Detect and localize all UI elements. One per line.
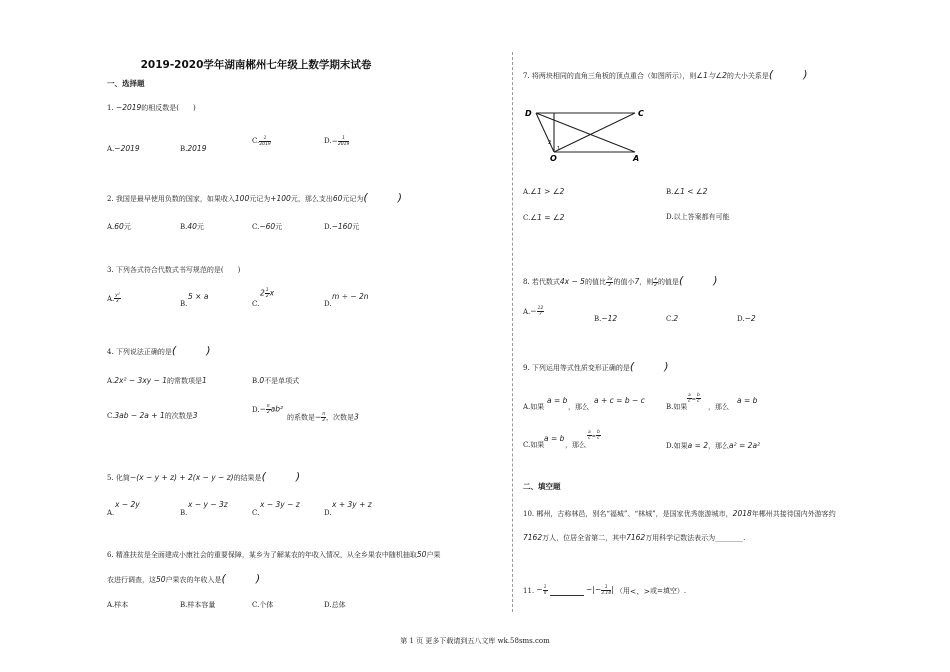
q7-option-c[interactable]: C.∠1 = ∠2	[523, 213, 565, 222]
q9-option-c-expr: a = b	[544, 434, 565, 443]
q9-option-b-expr: $\frac{a}{c}$ = $\frac{b}{c}$	[688, 393, 700, 404]
q2-option-c[interactable]: C.−60元	[252, 222, 283, 231]
q9-option-b-result: a = b	[737, 396, 758, 405]
q9-option-d[interactable]: D.如果a = 2，那么a² = 2a²	[666, 441, 761, 450]
page-footer: 第 1 页 更多下载请到五八文库 wk.58sms.com	[400, 637, 550, 645]
column-divider	[512, 52, 513, 612]
q1-option-d[interactable]: D.− $\frac{1}{2019}$	[324, 136, 350, 147]
question-10-line1: 10. 郴州，古称林邑，别名“福城”、“林城”，是国家优秀旅游城市，2018年郴州共接待国内外游客约	[523, 509, 836, 518]
q7-option-b[interactable]: B.∠1 < ∠2	[666, 187, 708, 196]
q5-option-c[interactable]: C.	[252, 509, 260, 517]
q3-option-b-expr: 5 × a	[188, 292, 209, 301]
fig-line-oc	[554, 113, 635, 152]
q2-option-b[interactable]: B.40元	[180, 222, 204, 231]
q1-option-c[interactable]: C. $\frac{1}{2019}$	[252, 136, 271, 147]
q6-option-d[interactable]: D.总体	[324, 601, 346, 609]
q9-option-c-mid: ，那么	[565, 441, 586, 449]
question-3: 3. 下列各式符合代数式书写规范的是( )	[107, 266, 241, 274]
section-choice-heading: 一、选择题	[107, 79, 145, 88]
q4-option-b[interactable]: B.0不是单项式	[252, 376, 300, 385]
q3-option-a[interactable]: A. $\frac{\text{y²}}{x}$	[107, 293, 120, 304]
q4-option-d[interactable]: D.− $\frac{\pi}{2}$ ab²	[252, 404, 283, 415]
q6-option-a[interactable]: A.样本	[107, 601, 129, 609]
q9-option-c-result: $\frac{a}{c}$ = $\frac{b}{c}$	[588, 430, 600, 441]
q9-option-a[interactable]: A.如果	[523, 403, 545, 411]
triangle-figure	[520, 104, 645, 162]
q3-option-c-expr: 2 $\frac{1}{2}$ x	[260, 288, 275, 299]
q3-option-d[interactable]: D.	[324, 300, 332, 308]
q4-option-c[interactable]: C.3ab − 2a + 1的次数是3	[107, 411, 198, 420]
q5-option-a-expr: x − 2y	[115, 500, 140, 509]
fig-label-d: D	[525, 109, 532, 118]
q5-option-d-expr: x + 3y + z	[332, 500, 372, 509]
question-2: 2. 我国是最早使用负数的国家，如果收入100元记为+100元，那么支出60元记为( )	[107, 191, 402, 204]
question-4: 4. 下列说法正确的是( )	[107, 344, 211, 357]
fig-label-c: C	[638, 109, 644, 118]
question-9: 9. 下列运用等式性质变形正确的是( )	[523, 360, 669, 373]
fig-label-1: 1	[557, 146, 561, 152]
q1-option-b[interactable]: B.2019	[180, 144, 207, 153]
section-fill-heading: 二、填空题	[523, 482, 561, 491]
q9-option-a-result: a + c = b − c	[594, 396, 645, 405]
page-title: 2019-2020学年湖南郴州七年级上数学期末试卷	[140, 59, 372, 71]
fig-label-2: 2	[548, 140, 552, 146]
q11-answer-blank[interactable]	[550, 588, 584, 596]
q5-option-b[interactable]: B.	[180, 509, 188, 517]
q9-option-a-mid: ，那么	[568, 403, 589, 411]
question-6-line1: 6. 精准扶贫是全面建成小康社会的重要保障，某乡为了解某农的年收入情况，从全乡果农中随机抽取50户果	[107, 550, 441, 559]
fig-label-o: O	[550, 154, 557, 162]
q6-option-b[interactable]: B.样本容量	[180, 601, 216, 609]
q9-option-c[interactable]: C.如果	[523, 441, 545, 449]
q3-option-c[interactable]: C.	[252, 300, 260, 308]
question-7: 7. 将两块相同的直角三角板的顶点重合（如图所示），则∠1与∠2的大小关系是( )	[523, 68, 808, 81]
q5-option-a[interactable]: A.	[107, 509, 115, 517]
q2-option-a[interactable]: A.60元	[107, 222, 131, 231]
question-10-line2: 7162万人，位居全省第二，其中7162万用科学记数法表示为________.	[523, 533, 746, 542]
question-8: 8. 若代数式4x − 5的值比 $\frac{3x}{2}$ 的值小7，则 $\frac{x}{2}$ 的值是( )	[523, 274, 718, 288]
q3-option-b[interactable]: B.	[180, 300, 188, 308]
q7-option-d[interactable]: D.以上答案都有可能	[666, 213, 730, 221]
q5-option-c-expr: x − 3y − z	[260, 500, 300, 509]
q6-option-c[interactable]: C.个体	[252, 601, 274, 609]
q8-option-d[interactable]: D.−2	[737, 314, 756, 323]
q8-option-a[interactable]: A.− $\frac{12}{7}$	[523, 306, 544, 317]
q4-option-a[interactable]: A.2x² − 3xy − 1的常数项是1	[107, 376, 207, 385]
q5-option-d[interactable]: D.	[324, 509, 332, 517]
question-1: 1. −2019的相反数是( )	[107, 103, 196, 112]
q9-option-b-mid: ，那么	[708, 403, 729, 411]
q9-option-a-expr: a = b	[547, 396, 568, 405]
question-6-line2: 农进行调查，这50户果农的年收入是( )	[107, 572, 261, 585]
q2-option-d[interactable]: D.−160元	[324, 222, 360, 231]
q8-option-b[interactable]: B.−12	[594, 314, 618, 323]
q9-option-b[interactable]: B.如果	[666, 403, 688, 411]
fig-label-a: A	[633, 154, 640, 162]
q5-option-b-expr: x − y − 3z	[188, 500, 228, 509]
question-5: 5. 化简−(x − y + z) + 2(x − y − z)的结果是( )	[107, 470, 301, 483]
q7-option-a[interactable]: A.∠1 > ∠2	[523, 187, 565, 196]
q8-option-c[interactable]: C.2	[666, 314, 679, 323]
q3-option-d-expr: m ÷ − 2n	[332, 292, 369, 301]
q4-option-d-rest: 的系数是− $\frac{\pi}{2}$ ，次数是3	[287, 412, 359, 423]
q1-option-a[interactable]: A.−2019	[107, 144, 140, 153]
question-11: 11. − $\frac{1}{\pi}$ −|− $\frac{1}{3.14}$ | （用<、>或=填空）.	[523, 585, 687, 596]
